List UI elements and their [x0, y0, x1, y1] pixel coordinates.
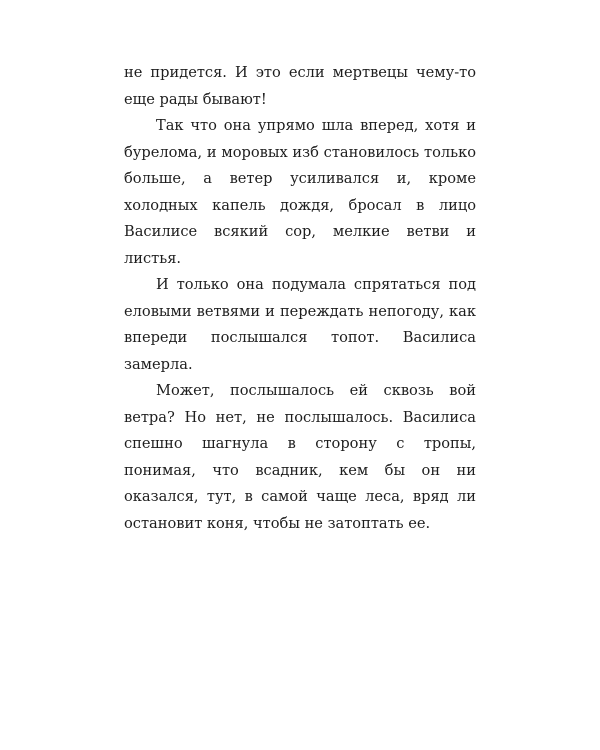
paragraph: Может, послышалось ей сквозь вой ветра? Но нет, не послышалось. Василиса спешно шагнула в сторону с тропы, понимая, что всадник, кем бы он ни оказался, тут, в самой чаще леса, вряд ли остановит коня, чтобы не затоптать ее. — [124, 382, 476, 532]
paragraph-continuation: не придется. И это если мертвецы чему-то еще рады бывают! — [124, 64, 476, 108]
paragraph: И только она подумала спрятаться под еловыми ветвями и переждать непогоду, как впереди послышался топот. Василиса замерла. — [124, 276, 476, 373]
page-text — [124, 60, 476, 537]
paragraph: Так что она упрямо шла вперед, хотя и бурелома, и моровых изб становилось только больше, а ветер усиливался и, кроме холодных капель дождя, бросал в лицо Василисе всякий сор, мелкие ветви и листья. — [124, 117, 476, 267]
